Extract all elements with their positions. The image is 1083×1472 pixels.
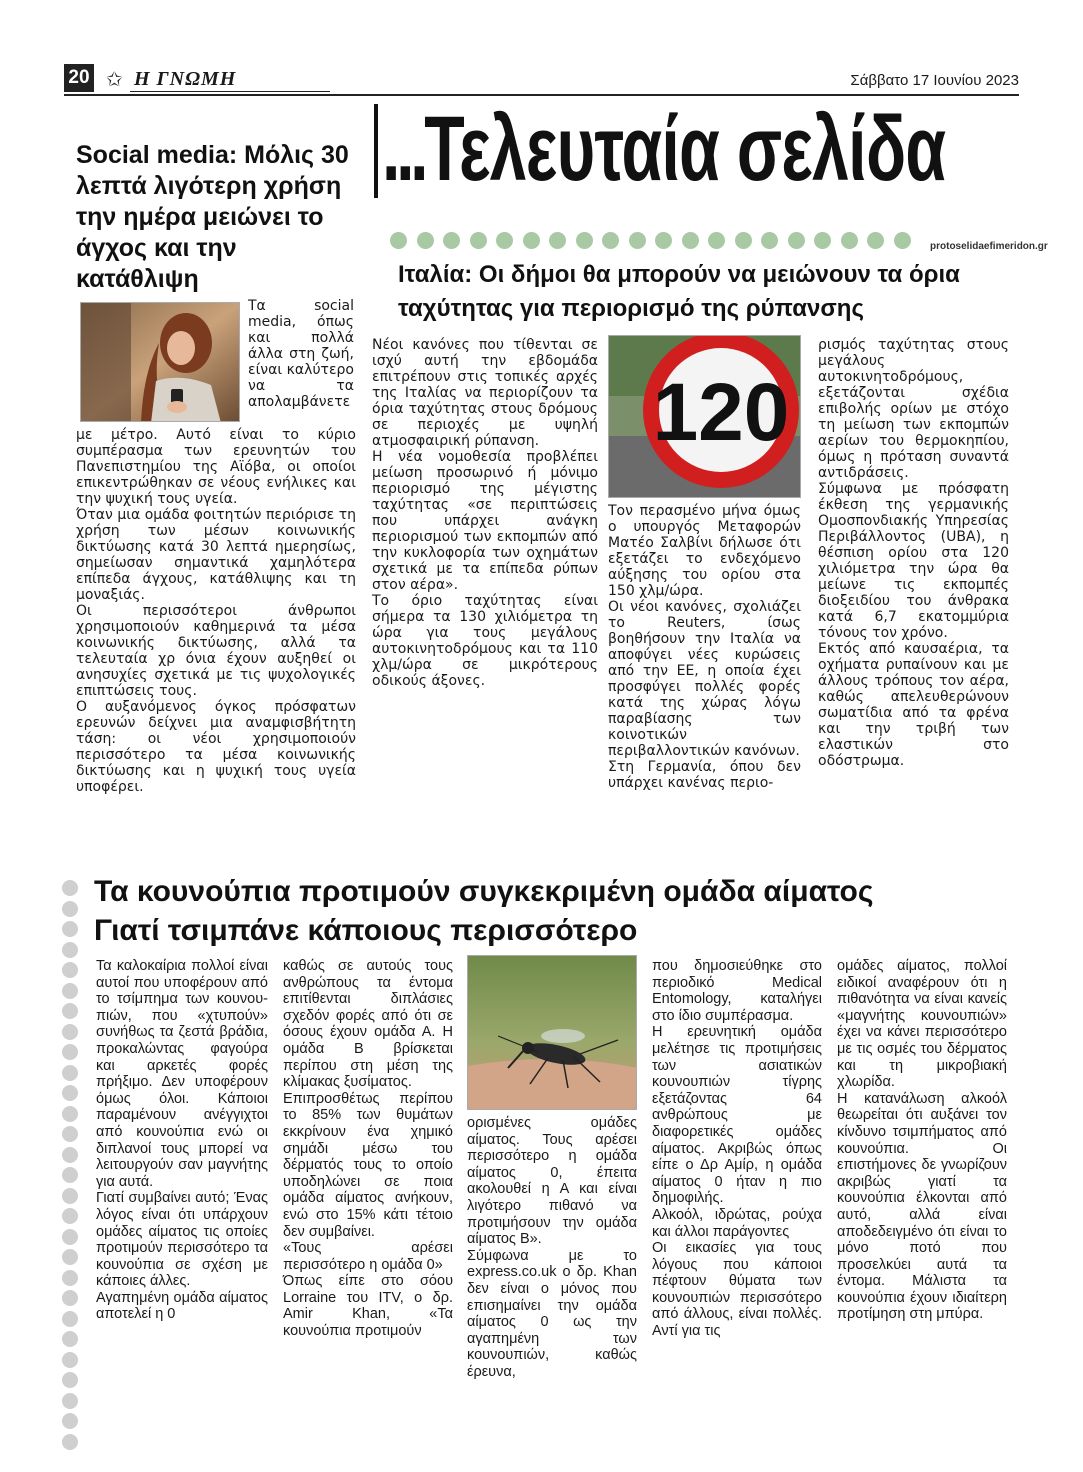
paragraph: Στη Γερμανία, όπου δεν υπάρχει κανένας περιο-: [608, 759, 801, 791]
paragraph: Όπως είπε στο σόου Lorraine του ITV, ο δρ. Amir Khan, «Τα κουνούπια προτιμούν: [283, 1273, 453, 1340]
paragraph: Αγαπημένη ομάδα αίματος αποτελεί η 0: [96, 1289, 268, 1323]
decorative-dot: [62, 1044, 78, 1060]
paragraph: Η ερευνητική ομάδα μελέτησε τις προτιμήσεις των ασιατικών κουνουπιών τίγρης εξετάζοντας 64 ανθρώπους με διαφορετικές ομάδες αίματος. Ακριβώς όπως είπε ο Δρ Αμίρ, η ομάδα αίματος 0 ήταν η πιο δημοφιλής.: [652, 1024, 822, 1207]
article-italy-col2: [608, 503, 801, 791]
paragraph: Τον περασμένο μήνα όμως ο υπουργός Μεταφορών Ματέο Σαλβίνι δήλωσε ότι εξετάζει το ενδεχόμενο αύξησης του ορίου στα 150 χλμ/ώρα.: [608, 503, 801, 599]
paragraph: καθώς σε αυτούς τους ανθρώπους τα έντομα επιτίθενται διπλάσιες σχεδόν φορές από ότι σε όσους έχουν ομάδα Α. Η ομάδα Β βρίσκεται περίπου στη μέση της κλίμακας ξυσίματος.: [283, 958, 453, 1091]
article-italy-col3: [818, 337, 1009, 769]
paragraph: «Τους αρέσει περισσότερο η ομάδα 0»: [283, 1240, 453, 1273]
section-title: ...Τελευταία σελίδα: [382, 98, 946, 200]
article-mosquito-col5: [837, 958, 1007, 1323]
newspaper-name: Η ΓΝΩΜΗ: [134, 68, 237, 90]
paragraph: ομάδες αίματος, πολλοί ειδικοί αναφέρουν ότι η πιθανότητα να είναι κανείς «μαγνήτης κουνουπιών» έχει να κάνει περισσότερο με τις οσμές του δέρματος και τη μικροβιακή χλωρίδα.: [837, 958, 1007, 1091]
decorative-dot: [62, 1352, 78, 1368]
paragraph: Αλκοόλ, ιδρώτας, ρούχα και άλλοι παράγοντες: [652, 1206, 822, 1240]
article-social-body: [76, 427, 356, 795]
decorative-dot: [62, 962, 78, 978]
decorative-dot: [602, 232, 619, 249]
decorative-dot: [894, 232, 911, 249]
decorative-dot: [62, 1249, 78, 1265]
paragraph: Εκτός από καυσαέρια, τα οχήματα ρυπαίνουν και με άλλους τρόπους τον αέρα, καθώς απελευθερώνουν σωματίδια από τα φρένα και την τριβή των ελαστικών στο οδόστρωμα.: [818, 641, 1009, 769]
woman-phone-photo: [80, 302, 240, 422]
decorative-dot: [62, 880, 78, 896]
paragraph: Γιατί συμβαίνει αυτό; Ένας λόγος είναι ότι υπάρχουν ομάδες αίματος τις οποίες προτιμούν περισσότερο τα κουνούπια σε σχέση με κάποιες άλλες.: [96, 1190, 268, 1290]
bird-icon: ✩: [106, 67, 123, 91]
paragraph: Σύμφωνα με το express.co.uk ο δρ. Khan δεν είναι ο μόνος που επισημαίνει την ομάδα αίματος 0 ως την αγαπημένη των κουνουπιών, καθώς έρευνα,: [467, 1247, 637, 1380]
decorative-dot: [576, 232, 593, 249]
decorative-dot: [761, 232, 778, 249]
article-mosquito-title: [94, 872, 974, 950]
decorative-dot: [62, 1229, 78, 1245]
article-social-title: Social media: Μόλις 30 λεπτά λιγότερη χρήση την ημέρα μειώνει το άγχος και την κατάθλιψη: [76, 141, 349, 293]
decorative-dot: [62, 1106, 78, 1122]
title-line: Τα κουνούπια προτιμούν συγκεκριμένη ομάδα αίματος: [94, 875, 874, 908]
decorative-dot: [629, 232, 646, 249]
article-social-intro: Τα social media, όπως και πολλά άλλα στη ζωή, είναι καλύτερο να τα απολαμβάνετε: [248, 298, 354, 410]
decorative-dots: [390, 232, 950, 250]
paragraph: Η κατανάλωση αλκοόλ θεωρείται ότι αυξάνει τον κίνδυνο τσιμπήματος από κουνούπια. Οι επιστήμονες δε γνωρίζουν ακριβώς γιατί τα κουνούπια έλκονται από αυτό, αλλά είναι αποδεδειγμένο ότι είναι το μόνο ποτό που προσελκύει αυτά τα έντομα. Μάλιστα τα κουνούπια έχουν ιδιαίτερη προτίμηση στη μπύρα.: [837, 1090, 1007, 1323]
title-line: Γιατί τσιμπάνε κάποιους περισσότερο: [94, 914, 638, 947]
decorative-dot: [867, 232, 884, 249]
paragraph: Οι περισσότεροι άνθρωποι χρησιμοποιούν καθημερινά τα μέσα κοινωνικής δικτύωσης, αλλά τα τελευταία χρ όνια έχουν αυξηθεί οι ανησυχίες σχετικά με τις ψυχολογικές επιπτώσεις τους.: [76, 603, 356, 699]
paragraph: Τα καλοκαίρια πολλοί είναι αυτοί που υποφέρουν από το τσίμπημα των κουνου- πιών, που «χτυπούν» συνήθως τα ζεστά βράδια, προκαλώντας φαγούρα και αρκετές φορές πρήξιμο. Δεν υποφέρουν όμως όλοι. Κάποιοι παραμένουν ανέγγιχτοι από κουνούπια ενώ οι διπλανοί τους μπορεί να λειτουργούν σαν μαγνήτης για αυτά.: [96, 958, 268, 1190]
paragraph: Όταν μια ομάδα φοιτητών περιόρισε τη χρήση των μέσων κοινωνικής δικτύωσης κατά 30 λεπτά ημερησίως, σημείωσαν σημαντικά χαμηλότερα επίπεδα άγχους, κατάθλιψης και τη μοναξιάς.: [76, 507, 356, 603]
paragraph: Ο αυξανόμενος όγκος πρόσφατων ερευνών δείχνει μια αναμφισβήτητη τάση: οι νέοι χρησιμοποιούν περισσότερο τα μέσα κοινωνικής δικτύωσης και η ψυχική τους υγεία υποφέρει.: [76, 699, 356, 795]
decorative-dot: [682, 232, 699, 249]
speed-sign-photo: [608, 335, 801, 498]
article-mosquito-col1: [96, 958, 268, 1323]
decorative-dot: [62, 901, 78, 917]
decorative-dot: [788, 232, 805, 249]
issue-date: Σάββατο 17 Ιουνίου 2023: [850, 72, 1019, 89]
article-mosquito-col3: [467, 1115, 637, 1381]
decorative-dot: [62, 921, 78, 937]
page-number: 20: [64, 64, 94, 92]
paragraph: με μέτρο. Αυτό είναι το κύριο συμπέρασμα των ερευνητών του Πανεπιστημίου της Αϊόβα, οι οποίοι επικεντρώθηκαν σε νέους ενήλικες και την ψυχική τους υγεία.: [76, 427, 356, 507]
decorative-dot: [62, 1147, 78, 1163]
article-mosquito-col4: [652, 958, 822, 1340]
decorative-dot: [62, 1290, 78, 1306]
decorative-dot: [62, 1311, 78, 1327]
decorative-dot: [708, 232, 725, 249]
decorative-dot: [62, 1126, 78, 1142]
newspaper-logo: [100, 66, 360, 92]
decorative-dot: [62, 983, 78, 999]
decorative-dot: [470, 232, 487, 249]
decorative-dot: [62, 1188, 78, 1204]
decorative-dot: [62, 1208, 78, 1224]
decorative-dot: [62, 1085, 78, 1101]
decorative-dot: [735, 232, 752, 249]
article-italy-title: Ιταλία: Οι δήμοι θα μπορούν να μειώνουν τα όρια ταχύτητας για περιορισμό της ρύπανσης: [398, 261, 960, 322]
decorative-dot: [417, 232, 434, 249]
decorative-dot: [549, 232, 566, 249]
paragraph: Η νέα νομοθεσία προβλέπει μείωση προσωρινό ή μόνιμο περιορισμό της μέγιστης ταχύτητας «σε περιπτώσεις που υπάρχει ανάγκη περιορισμού των εκπομπών από την κυκλοφορία των οχημάτων σχετικά με τα επίπεδα ρύπων στον αέρα».: [372, 449, 598, 593]
decorative-dot: [655, 232, 672, 249]
speed-limit-number: 120: [652, 367, 790, 458]
paragraph: ορισμένες ομάδες αίματος. Τους αρέσει περισσότερο η ομάδα αίματος 0, έπειτα ακολουθεί η Α και είναι λιγότερο πιθανό να προτιμήσουν την ομάδα αίματος Β».: [467, 1115, 637, 1248]
decorative-dot: [62, 1167, 78, 1183]
article-mosquito-col2: [283, 958, 453, 1340]
decorative-dot: [62, 942, 78, 958]
decorative-dot: [62, 1413, 78, 1429]
decorative-dot: [523, 232, 540, 249]
decorative-dot: [814, 232, 831, 249]
decorative-dot: [62, 1024, 78, 1040]
paragraph: Νέοι κανόνες που τίθενται σε ισχύ αυτή την εβδομάδα επιτρέπουν στις τοπικές αρχές της Ιταλίας να περιορίζουν τα όρια ταχύτητας στους δρόμους σε περιοχές με υψηλή ατμοσφαιρική ρύπανση.: [372, 337, 598, 449]
decorative-dot: [841, 232, 858, 249]
decorative-dot: [390, 232, 407, 249]
paragraph: Οι εικασίες για τους λόγους που κάποιοι πέφτουν θύματα των κουνουπιών περισσότερο από άλλους, είναι πολλές. Αντί για τις: [652, 1240, 822, 1340]
paragraph: Επιπροσθέτως περίπου το 85% των θυμάτων εκκρίνουν ένα χημικό σημάδι μέσω του δέρματός τους το οποίο υποδηλώνει σε ποια ομάδα αίματος ανήκουν, ενώ στο 15% κάτι τέτοιο δεν συμβαίνει.: [283, 1090, 453, 1240]
decorative-dot: [62, 1003, 78, 1019]
watermark: protoselidaefimeridon.gr: [930, 241, 1048, 252]
paragraph: Οι νέοι κανόνες, σχολιάζει το Reuters, ίσως βοηθήσουν την Ιταλία να αποφύγει νέες κυρώσεις από την ΕΕ, η οποία έχει προσφύγει πολλές φορές κατά της χώρας λόγω παραβίασης των κοινοτικών περιβαλλοντικών κανόνων.: [608, 599, 801, 759]
mosquito-photo: [467, 955, 637, 1110]
decorative-dot: [62, 1065, 78, 1081]
decorative-dot: [443, 232, 460, 249]
paragraph: Σύμφωνα με πρόσφατη έκθεση της γερμανικής Ομοσπονδιακής Υπηρεσίας Περιβάλλοντος (UBA), η θέσπιση ορίου στα 120 χιλιόμετρα την ώρα θα μείωνε τις εκπομπές διοξειδίου του άνθρακα κατά 6,7 εκατομμύρια τόνους τον χρόνο.: [818, 481, 1009, 641]
decorative-dot: [62, 1372, 78, 1388]
decorative-dot: [62, 1393, 78, 1409]
decorative-dot: [496, 232, 513, 249]
decorative-dot: [62, 1270, 78, 1286]
decorative-dot: [62, 1434, 78, 1450]
article-italy-col1: [372, 337, 598, 689]
paragraph: που δημοσιεύθηκε στο περιοδικό Medical Entomology, καταλήγει στο ίδιο συμπέρασμα.: [652, 958, 822, 1024]
paragraph: ρισμός ταχύτητας στους μεγάλους αυτοκινητοδρόμους, εξετάζονται σχέδια επιβολής ορίων με στόχο τη μείωση των εκπομπών αερίων του θερμοκηπίου, όμως η πρόταση συναντά αντιδράσεις.: [818, 337, 1009, 481]
decorative-dot: [62, 1331, 78, 1347]
paragraph: Το όριο ταχύτητας είναι σήμερα τα 130 χιλιόμετρα τη ώρα για τους μεγάλους αυτοκινητοδρόμους και τα 110 χλμ/ώρα σε μικρότερους οδικούς άξονες.: [372, 593, 598, 689]
section-divider: [374, 104, 378, 198]
